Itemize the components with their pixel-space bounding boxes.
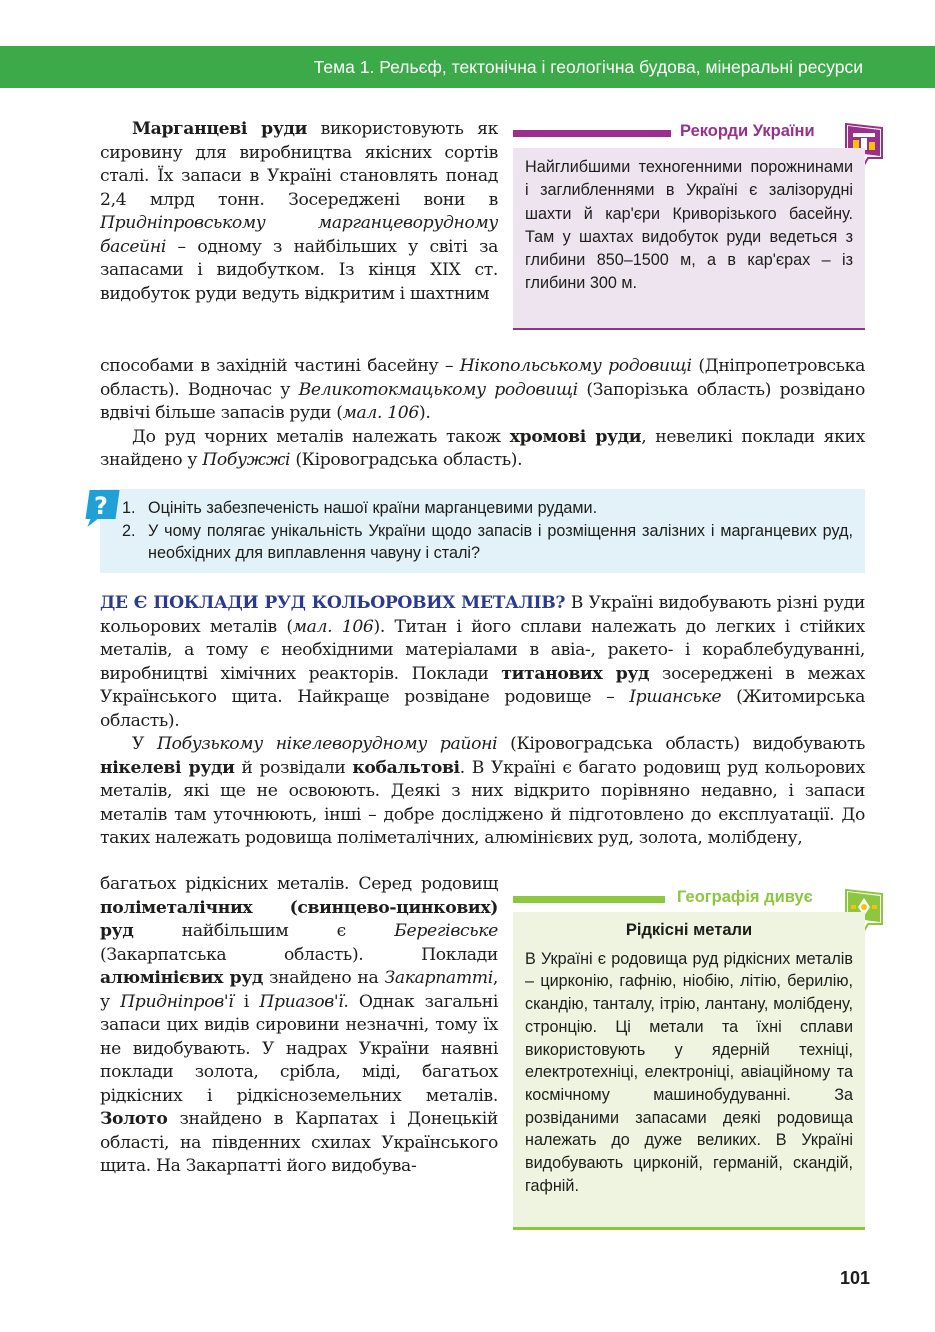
- question-mark-icon: [80, 487, 120, 529]
- term-gold: Золото: [100, 1109, 168, 1129]
- geo-text: В Україні є родовища руд рідкісних металів – цирконію, гафнію, ніобію, літію, берилію, скандію, танталу, ітрію, лантану, молібдену, стронцію. Ці метали та їхні сплави використовують у ядерній техніці, електротехніці, електроніці, авіаційному та космічному машинобудуванні. За розвіданими запасами деякі родовища належать до дуже великих. В Україні видобувають цирконій, германій, скандій, гафній.: [525, 949, 853, 1195]
- term-nickel-ores: нікелеві руди: [100, 757, 235, 778]
- record-label: Рекорди України: [680, 122, 815, 140]
- figure-reference: мал. 106: [292, 616, 374, 637]
- term-irshanske: Іршанське: [629, 687, 722, 707]
- chapter-title: Тема 1. Рельєф, тектонічна і геологічна будова, мінеральні ресурси: [313, 56, 863, 77]
- record-text: Найглибшими техногенними порожнинами і заглибленнями в Україні є залізорудні шахти й кар'єри Криворізького басейну. Там у шахтах видобуток руди ведеться з глибини 850–1500 м, а в кар'єрах – із глибини 300 м.: [525, 158, 853, 293]
- section-heading: ДЕ Є ПОКЛАДИ РУД КОЛЬОРОВИХ МЕТАЛІВ?: [100, 593, 566, 613]
- term-zakarpattia: Закарпатті: [384, 968, 493, 988]
- questions-list: [122, 497, 853, 565]
- svg-text:?: ?: [94, 492, 108, 520]
- term-cobalt: кобальтові: [352, 757, 460, 778]
- term-prydniprovskyi-basin: Придніпровському марганцеворудному басейні: [100, 213, 498, 257]
- term-chrome-ores: хромові руди: [509, 426, 642, 447]
- questions-box: [100, 489, 865, 573]
- term-polymetallic-ores: поліметалічних (свинцево-цинкових) руд: [100, 897, 498, 941]
- figure-reference: мал. 106: [342, 403, 419, 423]
- term-titanium-ores: титанових руд: [501, 663, 650, 684]
- term-berehivske: Берегівське: [394, 921, 498, 941]
- paragraph-nickel: У Побузькому нікелеворудному районі (Кіровоградська область) видобувають нікелеві руди й розвідали кобальтові. В Україні є багато родовищ руд кольорових металів, які ще не освоюють. Деякі з них відкрито порівняно недавно, і запаси металів там уточнюють, інші – добре досліджено й підготовлено до експлуатації. До таких належать родовища поліметалічних, алюмінієвих руд, золота, молібдену,: [100, 734, 866, 848]
- geo-accent-bar: [513, 896, 665, 903]
- paragraph-polymetallic: багатьох рідкісних металів. Серед родовищ поліметалічних (свинцево-цинкових) руд найбільшим є Берегівське (Закарпатська область). Поклади алюмінієвих руд знайдено на Закарпатті, у Придніпров'ї і Приазов'ї. Однак загальні запаси цих видів сировини незначні, тому їх не видобувають. У надрах України наявні поклади золота, срібла, міді, багатьох рідкісних і рідкісноземельних металів. Золото знайдено в Карпатах і Донецькій області, на південних схилах Українського щита. На Закарпатті його видобува-: [100, 874, 498, 1176]
- term-aluminum-ores: алюмінієвих руд: [100, 968, 264, 988]
- paragraph-chrome: До руд чорних металів належать також хромові руди, невеликі поклади яких знайдено у Побужжі (Кіровоградська область).: [100, 426, 866, 470]
- term-pobuzkyi-district: Побузькому нікелеворудному районі: [156, 734, 498, 754]
- record-accent-bar: [513, 130, 671, 137]
- record-box: [513, 148, 865, 330]
- paragraph-manganese: Марганцеві руди використовують як сировину для виробництва якісних сортів сталі. Їх запаси в Україні становлять понад 2,4 млрд тонн. Зосереджені вони в Придніпровському марганцеворудному басейні – одному з найбільших у світі за запасами і видобутком. Із кінця XIX ст. видобуток руди ведуть відкритим і шахтним: [100, 119, 498, 304]
- paragraph-manganese-cont: способами в західній частині басейну – Нікопольському родовищі (Дніпропетровська область). Водночас у Великотокмацькому родовищі (Запорізька область) розвідано вдвічі більше запасів руди (мал. 106). До руд чорних металів належать також хромові руди, невеликі поклади яких знайдено у Побужжі (Кіровоградська область).: [100, 355, 865, 473]
- term-pobuzhzhia: Побужжі: [202, 450, 291, 470]
- geo-label: Географія дивує: [677, 888, 813, 906]
- question-item: 2. У чому полягає унікальність України щодо запасів і розміщення залізних і марганцевих руд, необхідних для виплавлення чавуну і сталі?: [122, 521, 853, 562]
- page-number: 101: [839, 1268, 870, 1288]
- geo-title: Рідкісні метали: [625, 921, 753, 939]
- term-manganese-ores: Марганцеві руди: [132, 119, 307, 139]
- paragraph-nonferrous: ДЕ Є ПОКЛАДИ РУД КОЛЬОРОВИХ МЕТАЛІВ? В Україні видобувають різні руди кольорових металів (мал. 106). Титан і його сплави належать до легких і стійких металів, а тому є необхідними матеріалами в авіа-, ракето- і кораблебудуванні, виробництві хімічних реакторів. Поклади титанових руд зосереджені в межах Українського щита. Найкраще розвідане родовище – Іршанське (Житомирська область). У Побузькому нікелеворудному районі (Кіровоградська область) видобувають нікелеві руди й розвідали кобальтові. В Україні є багато родовищ руд кольорових металів, які ще не освоюють. Деякі з них відкрито порівняно недавно, і запаси металів там уточнюють, інші – добре досліджено й підготовлено до експлуатації. До таких належать родовища поліметалічних, алюмінієвих руд, золота, молібдену,: [100, 592, 865, 851]
- term-velykotokmak-deposit: Великотокмацькому родовищі: [298, 379, 578, 400]
- term-nikopol-deposit: Нікопольському родовищі: [459, 356, 692, 376]
- chapter-header: [0, 46, 935, 88]
- term-pryazovia: Приазов'ї: [259, 991, 344, 1012]
- term-prydniprovia: Придніпров'ї: [120, 991, 234, 1012]
- geo-box: [513, 912, 865, 1230]
- question-item: 1. Оцініть забезпеченість нашої країни марганцевими рудами.: [122, 499, 598, 517]
